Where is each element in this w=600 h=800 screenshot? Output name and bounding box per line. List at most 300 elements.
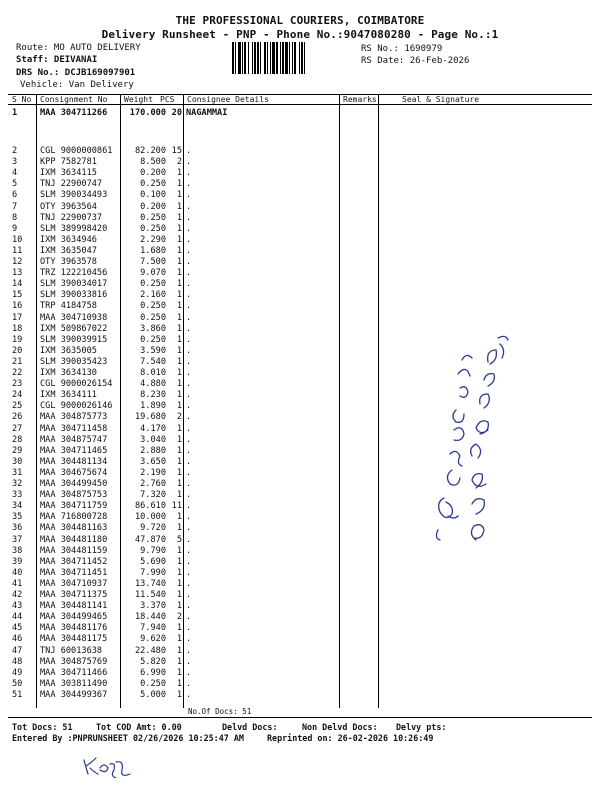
row-pcs: 1 xyxy=(176,245,182,256)
row-weight: 4.880 xyxy=(140,379,166,390)
row-sno: 29 xyxy=(12,445,23,456)
row-consignment-no: CGL 9000000861 xyxy=(40,146,113,156)
row-pcs: 2 xyxy=(176,412,182,423)
row-weight: 7.990 xyxy=(140,567,166,578)
row-consignee: . xyxy=(186,612,192,623)
handwritten-signature xyxy=(430,330,530,570)
row-weight: 4.170 xyxy=(140,423,166,434)
row-pcs: 1 xyxy=(176,201,182,212)
row-sno: 1 xyxy=(12,108,18,118)
row-pcs: 1 xyxy=(176,445,182,456)
row-sno: 43 xyxy=(12,601,23,612)
row-consignment-no: MAA 304481163 xyxy=(40,523,108,534)
row-consignment-no: IXM 3634130 xyxy=(40,368,97,378)
row-consignee: . xyxy=(186,201,192,212)
runsheet-title: Delivery Runsheet - PNP - Phone No.:9047080280 - Page No.:1 xyxy=(101,28,499,41)
row-pcs: 1 xyxy=(176,623,182,634)
handwritten-initials xyxy=(80,752,140,778)
table-row xyxy=(0,612,600,622)
row-consignment-no: IXM 509867022 xyxy=(40,323,108,334)
table-row xyxy=(0,601,600,611)
row-consignment-no: MAA 304875747 xyxy=(40,434,108,445)
barcode-image xyxy=(232,42,356,74)
row-consignment-no: TRZ 122210456 xyxy=(40,268,108,279)
table-row xyxy=(0,146,600,156)
row-sno: 4 xyxy=(12,168,18,179)
row-sno: 51 xyxy=(12,689,23,700)
row-consignee: . xyxy=(186,234,192,245)
row-consignment-no: MAA 304875769 xyxy=(40,656,108,667)
delivery-points: Delvy pts: xyxy=(396,722,447,732)
table-row xyxy=(0,623,600,633)
row-weight: 7.320 xyxy=(140,490,166,501)
row-weight: 9.620 xyxy=(140,634,166,645)
row-consignee: . xyxy=(186,245,192,256)
row-weight: 2.760 xyxy=(140,479,166,489)
row-consignee: . xyxy=(186,645,192,656)
row-pcs: 1 xyxy=(176,523,182,534)
row-weight: 10.000 xyxy=(134,512,166,523)
table-row xyxy=(0,235,600,245)
row-consignment-no: MAA 304499450 xyxy=(40,479,108,489)
row-sno: 7 xyxy=(12,201,18,212)
row-pcs: 1 xyxy=(176,634,182,645)
row-pcs: 1 xyxy=(176,223,182,234)
table-row xyxy=(0,657,600,667)
row-sno: 21 xyxy=(12,356,23,367)
row-weight: 0.100 xyxy=(140,190,166,201)
row-sno: 47 xyxy=(12,645,23,656)
row-pcs: 1 xyxy=(176,656,182,667)
row-consignment-no: MAA 304711466 xyxy=(40,667,108,678)
row-pcs: 15 xyxy=(171,146,182,156)
row-weight: 5.000 xyxy=(140,689,166,700)
row-consignment-no: MAA 304481180 xyxy=(40,534,108,545)
row-sno: 24 xyxy=(12,390,23,401)
col-header-sno: S No xyxy=(12,95,32,104)
row-consignee: . xyxy=(186,578,192,589)
row-consignment-no: MAA 304481175 xyxy=(40,634,108,645)
row-weight: 2.160 xyxy=(140,290,166,301)
row-weight: 0.200 xyxy=(140,168,166,179)
row-consignment-no: TNJ 22900737 xyxy=(40,212,103,223)
row-weight: 0.250 xyxy=(140,223,166,234)
row-pcs: 1 xyxy=(176,590,182,600)
row-consignee: . xyxy=(186,334,192,345)
row-sno: 18 xyxy=(12,323,23,334)
row-consignment-no: TNJ 22900747 xyxy=(40,179,103,190)
row-consignment-no: IXM 3634115 xyxy=(40,168,97,179)
row-pcs: 1 xyxy=(176,368,182,378)
row-weight: 3.860 xyxy=(140,323,166,334)
row-weight: 5.690 xyxy=(140,556,166,567)
row-pcs: 1 xyxy=(176,257,182,267)
row-consignee: . xyxy=(186,556,192,567)
row-pcs: 1 xyxy=(176,645,182,656)
row-sno: 40 xyxy=(12,567,23,578)
row-consignment-no: SLM 390034017 xyxy=(40,279,108,290)
row-sno: 34 xyxy=(12,501,23,512)
staff-label: Staff: DEIVANAI xyxy=(16,55,98,65)
total-cod-amount: Tot COD Amt: 0.00 xyxy=(96,722,182,732)
row-consignee: . xyxy=(186,623,192,634)
row-consignment-no: CGL 9000026146 xyxy=(40,401,113,412)
row-consignment-no: MAA 304710938 xyxy=(40,312,108,323)
row-consignee: . xyxy=(186,223,192,234)
row-consignee: . xyxy=(186,456,192,467)
row-weight: 0.250 xyxy=(140,301,166,312)
row-consignee: . xyxy=(186,368,192,378)
non-delivered-docs: Non Delvd Docs: xyxy=(302,722,378,732)
row-weight: 19.680 xyxy=(134,412,166,423)
row-consignee: . xyxy=(186,479,192,489)
row-consignee: . xyxy=(186,523,192,534)
row-sno: 19 xyxy=(12,334,23,345)
row-consignee: . xyxy=(186,656,192,667)
row-consignee: . xyxy=(186,534,192,545)
row-sno: 14 xyxy=(12,279,23,290)
table-row xyxy=(0,579,600,589)
row-sno: 49 xyxy=(12,667,23,678)
row-consignee: . xyxy=(186,667,192,678)
table-row xyxy=(0,168,600,178)
row-sno: 22 xyxy=(12,368,23,378)
row-sno: 15 xyxy=(12,290,23,301)
row-consignment-no: TNJ 60013638 xyxy=(40,645,103,656)
rs-date: RS Date: 26-Feb-2026 xyxy=(361,56,470,66)
row-weight: 47.870 xyxy=(134,534,166,545)
row-pcs: 1 xyxy=(176,179,182,190)
row-consignee: . xyxy=(186,401,192,412)
row-consignee: . xyxy=(186,157,192,168)
row-sno: 36 xyxy=(12,523,23,534)
row-weight: 0.250 xyxy=(140,179,166,190)
row-weight: 2.190 xyxy=(140,467,166,478)
row-consignment-no: OTY 3963564 xyxy=(40,201,97,212)
row-weight: 7.500 xyxy=(140,257,166,267)
row-pcs: 5 xyxy=(176,534,182,545)
table-row xyxy=(0,668,600,678)
row-weight: 0.250 xyxy=(140,212,166,223)
row-pcs: 1 xyxy=(176,356,182,367)
row-pcs: 2 xyxy=(176,157,182,168)
row-pcs: 1 xyxy=(176,168,182,179)
row-weight: 0.250 xyxy=(140,279,166,290)
row-sno: 17 xyxy=(12,312,23,323)
row-pcs: 1 xyxy=(176,312,182,323)
row-consignment-no: MAA 303811490 xyxy=(40,678,108,689)
row-pcs: 1 xyxy=(176,268,182,279)
route-label: Route: MO AUTO DELIVERY xyxy=(16,43,141,53)
company-title: THE PROFESSIONAL COURIERS, COIMBATORE xyxy=(175,14,425,27)
row-weight: 9.070 xyxy=(140,268,166,279)
row-sno: 6 xyxy=(12,190,18,201)
row-consignee: . xyxy=(186,279,192,290)
row-pcs: 1 xyxy=(176,279,182,290)
row-sno: 42 xyxy=(12,590,23,600)
table-row xyxy=(0,224,600,234)
row-consignment-no: MAA 304711465 xyxy=(40,445,108,456)
row-weight: 170.000 xyxy=(129,108,166,118)
row-consignee: . xyxy=(186,490,192,501)
row-pcs: 1 xyxy=(176,545,182,556)
row-weight: 8.500 xyxy=(140,157,166,168)
row-consignee: . xyxy=(186,323,192,334)
row-consignee: . xyxy=(186,257,192,267)
row-sno: 46 xyxy=(12,634,23,645)
row-pcs: 1 xyxy=(176,190,182,201)
row-consignee: . xyxy=(186,501,192,512)
row-pcs: 1 xyxy=(176,334,182,345)
row-weight: 13.740 xyxy=(134,578,166,589)
row-weight: 7.540 xyxy=(140,356,166,367)
row-consignee: . xyxy=(186,345,192,356)
row-sno: 38 xyxy=(12,545,23,556)
row-weight: 8.010 xyxy=(140,368,166,378)
reprinted-on: Reprinted on: 26-02-2026 10:26:49 xyxy=(267,733,434,743)
row-consignee: . xyxy=(186,168,192,179)
row-pcs: 1 xyxy=(176,556,182,567)
row-consignment-no: OTY 3963578 xyxy=(40,257,97,267)
row-consignment-no: MAA 716800728 xyxy=(40,512,108,523)
row-sno: 27 xyxy=(12,423,23,434)
table-row xyxy=(0,108,600,118)
row-pcs: 20 xyxy=(171,108,182,118)
row-consignment-no: SLM 390035423 xyxy=(40,356,108,367)
row-consignment-no: CGL 9000026154 xyxy=(40,379,113,390)
row-sno: 50 xyxy=(12,678,23,689)
row-weight: 8.230 xyxy=(140,390,166,401)
row-sno: 20 xyxy=(12,345,23,356)
row-consignment-no: KPP 7582781 xyxy=(40,157,97,168)
row-weight: 3.590 xyxy=(140,345,166,356)
row-weight: 86.610 xyxy=(134,501,166,512)
table-bottom-rule xyxy=(8,717,592,718)
row-sno: 45 xyxy=(12,623,23,634)
table-row xyxy=(0,646,600,656)
row-consignment-no: IXM 3635047 xyxy=(40,245,97,256)
row-sno: 8 xyxy=(12,212,18,223)
row-consignment-no: MAA 304875773 xyxy=(40,412,108,423)
row-weight: 22.480 xyxy=(134,645,166,656)
row-pcs: 1 xyxy=(176,456,182,467)
row-consignment-no: IXM 3634111 xyxy=(40,390,97,401)
row-consignment-no: MAA 304499367 xyxy=(40,689,108,700)
row-consignee: . xyxy=(186,312,192,323)
row-consignment-no: MAA 304499465 xyxy=(40,612,108,623)
row-consignment-no: IXM 3635005 xyxy=(40,345,97,356)
table-row xyxy=(0,313,600,323)
row-pcs: 1 xyxy=(176,434,182,445)
row-pcs: 11 xyxy=(171,501,182,512)
row-consignment-no: SLM 390033816 xyxy=(40,290,108,301)
row-consignment-no: SLM 390034493 xyxy=(40,190,108,201)
row-consignee: . xyxy=(186,434,192,445)
row-consignee: . xyxy=(186,356,192,367)
row-pcs: 1 xyxy=(176,390,182,401)
row-weight: 11.540 xyxy=(134,590,166,600)
table-row xyxy=(0,202,600,212)
row-weight: 9.720 xyxy=(140,523,166,534)
row-weight: 0.250 xyxy=(140,334,166,345)
row-consignment-no: IXM 3634946 xyxy=(40,234,97,245)
table-row xyxy=(0,290,600,300)
header-rule xyxy=(8,104,592,105)
row-pcs: 1 xyxy=(176,479,182,489)
row-consignee: . xyxy=(186,179,192,190)
row-weight: 18.440 xyxy=(134,612,166,623)
table-row xyxy=(0,268,600,278)
row-consignment-no: MAA 304481176 xyxy=(40,623,108,634)
row-weight: 6.990 xyxy=(140,667,166,678)
col-header-consignment: Consignment No xyxy=(40,95,108,104)
row-sno: 9 xyxy=(12,223,18,234)
row-sno: 11 xyxy=(12,245,23,256)
row-consignment-no: MAA 304711759 xyxy=(40,501,108,512)
row-weight: 3.370 xyxy=(140,601,166,612)
row-pcs: 1 xyxy=(176,423,182,434)
row-consignee: . xyxy=(186,689,192,700)
row-consignee: . xyxy=(186,512,192,523)
row-consignee: . xyxy=(186,379,192,390)
row-sno: 12 xyxy=(12,257,23,267)
row-sno: 26 xyxy=(12,412,23,423)
row-pcs: 1 xyxy=(176,667,182,678)
row-consignee: NAGAMMAI xyxy=(186,108,228,118)
row-consignee: . xyxy=(186,190,192,201)
delivered-docs: Delvd Docs: xyxy=(222,722,278,732)
row-consignee: . xyxy=(186,545,192,556)
row-sno: 25 xyxy=(12,401,23,412)
table-row xyxy=(0,301,600,311)
total-docs: Tot Docs: 51 xyxy=(12,722,73,732)
row-sno: 13 xyxy=(12,268,23,279)
table-row xyxy=(0,690,600,700)
rs-number: RS No.: 1690979 xyxy=(361,44,443,54)
row-pcs: 1 xyxy=(176,678,182,689)
row-consignee: . xyxy=(186,412,192,423)
row-weight: 7.940 xyxy=(140,623,166,634)
row-sno: 48 xyxy=(12,656,23,667)
row-pcs: 1 xyxy=(176,401,182,412)
row-pcs: 1 xyxy=(176,323,182,334)
row-pcs: 1 xyxy=(176,212,182,223)
row-consignee: . xyxy=(186,390,192,401)
row-pcs: 1 xyxy=(176,234,182,245)
row-pcs: 1 xyxy=(176,512,182,523)
row-weight: 0.250 xyxy=(140,312,166,323)
row-consignee: . xyxy=(186,146,192,156)
row-consignment-no: SLM 389998420 xyxy=(40,223,108,234)
row-pcs: 1 xyxy=(176,467,182,478)
row-sno: 16 xyxy=(12,301,23,312)
row-pcs: 1 xyxy=(176,689,182,700)
table-row xyxy=(0,179,600,189)
row-sno: 39 xyxy=(12,556,23,567)
table-row xyxy=(0,257,600,267)
vehicle-label: Vehicle: Van Delivery xyxy=(20,80,134,90)
row-pcs: 2 xyxy=(176,612,182,623)
row-sno: 3 xyxy=(12,157,18,168)
drs-number xyxy=(16,68,135,78)
row-weight: 2.290 xyxy=(140,234,166,245)
table-row xyxy=(0,213,600,223)
row-pcs: 1 xyxy=(176,301,182,312)
row-sno: 32 xyxy=(12,479,23,489)
row-consignee: . xyxy=(186,678,192,689)
row-consignee: . xyxy=(186,467,192,478)
row-consignment-no: MAA 304875753 xyxy=(40,490,108,501)
row-consignment-no: MAA 304711375 xyxy=(40,590,108,600)
drs-number-label: DRS No.: xyxy=(16,68,60,78)
row-weight: 82.200 xyxy=(134,146,166,156)
row-consignment-no: MAA 304711266 xyxy=(40,108,108,118)
col-header-consignee: Consignee Details xyxy=(187,95,269,104)
row-sno: 37 xyxy=(12,534,23,545)
table-row xyxy=(0,679,600,689)
row-consignee: . xyxy=(186,290,192,301)
row-sno: 5 xyxy=(12,179,18,190)
row-consignee: . xyxy=(186,634,192,645)
table-row xyxy=(0,246,600,256)
row-consignee: . xyxy=(186,423,192,434)
row-weight: 2.880 xyxy=(140,445,166,456)
row-consignment-no: MAA 304481159 xyxy=(40,545,108,556)
row-pcs: 1 xyxy=(176,567,182,578)
row-pcs: 1 xyxy=(176,290,182,301)
entered-by: Entered By :PNPRUNSHEET 02/26/2026 10:25:47 AM xyxy=(12,733,244,743)
row-consignee: . xyxy=(186,601,192,612)
row-pcs: 1 xyxy=(176,601,182,612)
table-row xyxy=(0,190,600,200)
row-weight: 0.250 xyxy=(140,678,166,689)
table-row xyxy=(0,157,600,167)
row-weight: 0.200 xyxy=(140,201,166,212)
row-consignment-no: MAA 304711452 xyxy=(40,556,108,567)
row-consignee: . xyxy=(186,445,192,456)
row-sno: 35 xyxy=(12,512,23,523)
row-sno: 41 xyxy=(12,578,23,589)
col-header-seal-signature: Seal & Signature xyxy=(402,95,480,104)
row-consignee: . xyxy=(186,301,192,312)
row-sno: 33 xyxy=(12,490,23,501)
no-of-docs: No.Of Docs: 51 xyxy=(188,707,252,716)
row-weight: 5.820 xyxy=(140,656,166,667)
row-consignment-no: MAA 304711451 xyxy=(40,567,108,578)
row-consignment-no: MAA 304710937 xyxy=(40,578,108,589)
row-weight: 3.040 xyxy=(140,434,166,445)
row-weight: 1.890 xyxy=(140,401,166,412)
row-pcs: 1 xyxy=(176,345,182,356)
row-consignment-no: MAA 304481141 xyxy=(40,601,108,612)
row-consignee: . xyxy=(186,268,192,279)
row-consignment-no: MAA 304711458 xyxy=(40,423,108,434)
row-consignment-no: TRP 4184758 xyxy=(40,301,97,312)
table-row xyxy=(0,279,600,289)
drs-number-value: DCJB169097901 xyxy=(64,68,136,78)
row-consignment-no: MAA 304481134 xyxy=(40,456,108,467)
row-pcs: 1 xyxy=(176,490,182,501)
row-consignee: . xyxy=(186,590,192,600)
row-sno: 31 xyxy=(12,467,23,478)
row-pcs: 1 xyxy=(176,578,182,589)
row-consignment-no: SLM 390039915 xyxy=(40,334,108,345)
row-sno: 23 xyxy=(12,379,23,390)
row-consignment-no: MAA 304675674 xyxy=(40,467,108,478)
row-consignee: . xyxy=(186,212,192,223)
row-sno: 2 xyxy=(12,146,18,156)
table-row xyxy=(0,634,600,644)
